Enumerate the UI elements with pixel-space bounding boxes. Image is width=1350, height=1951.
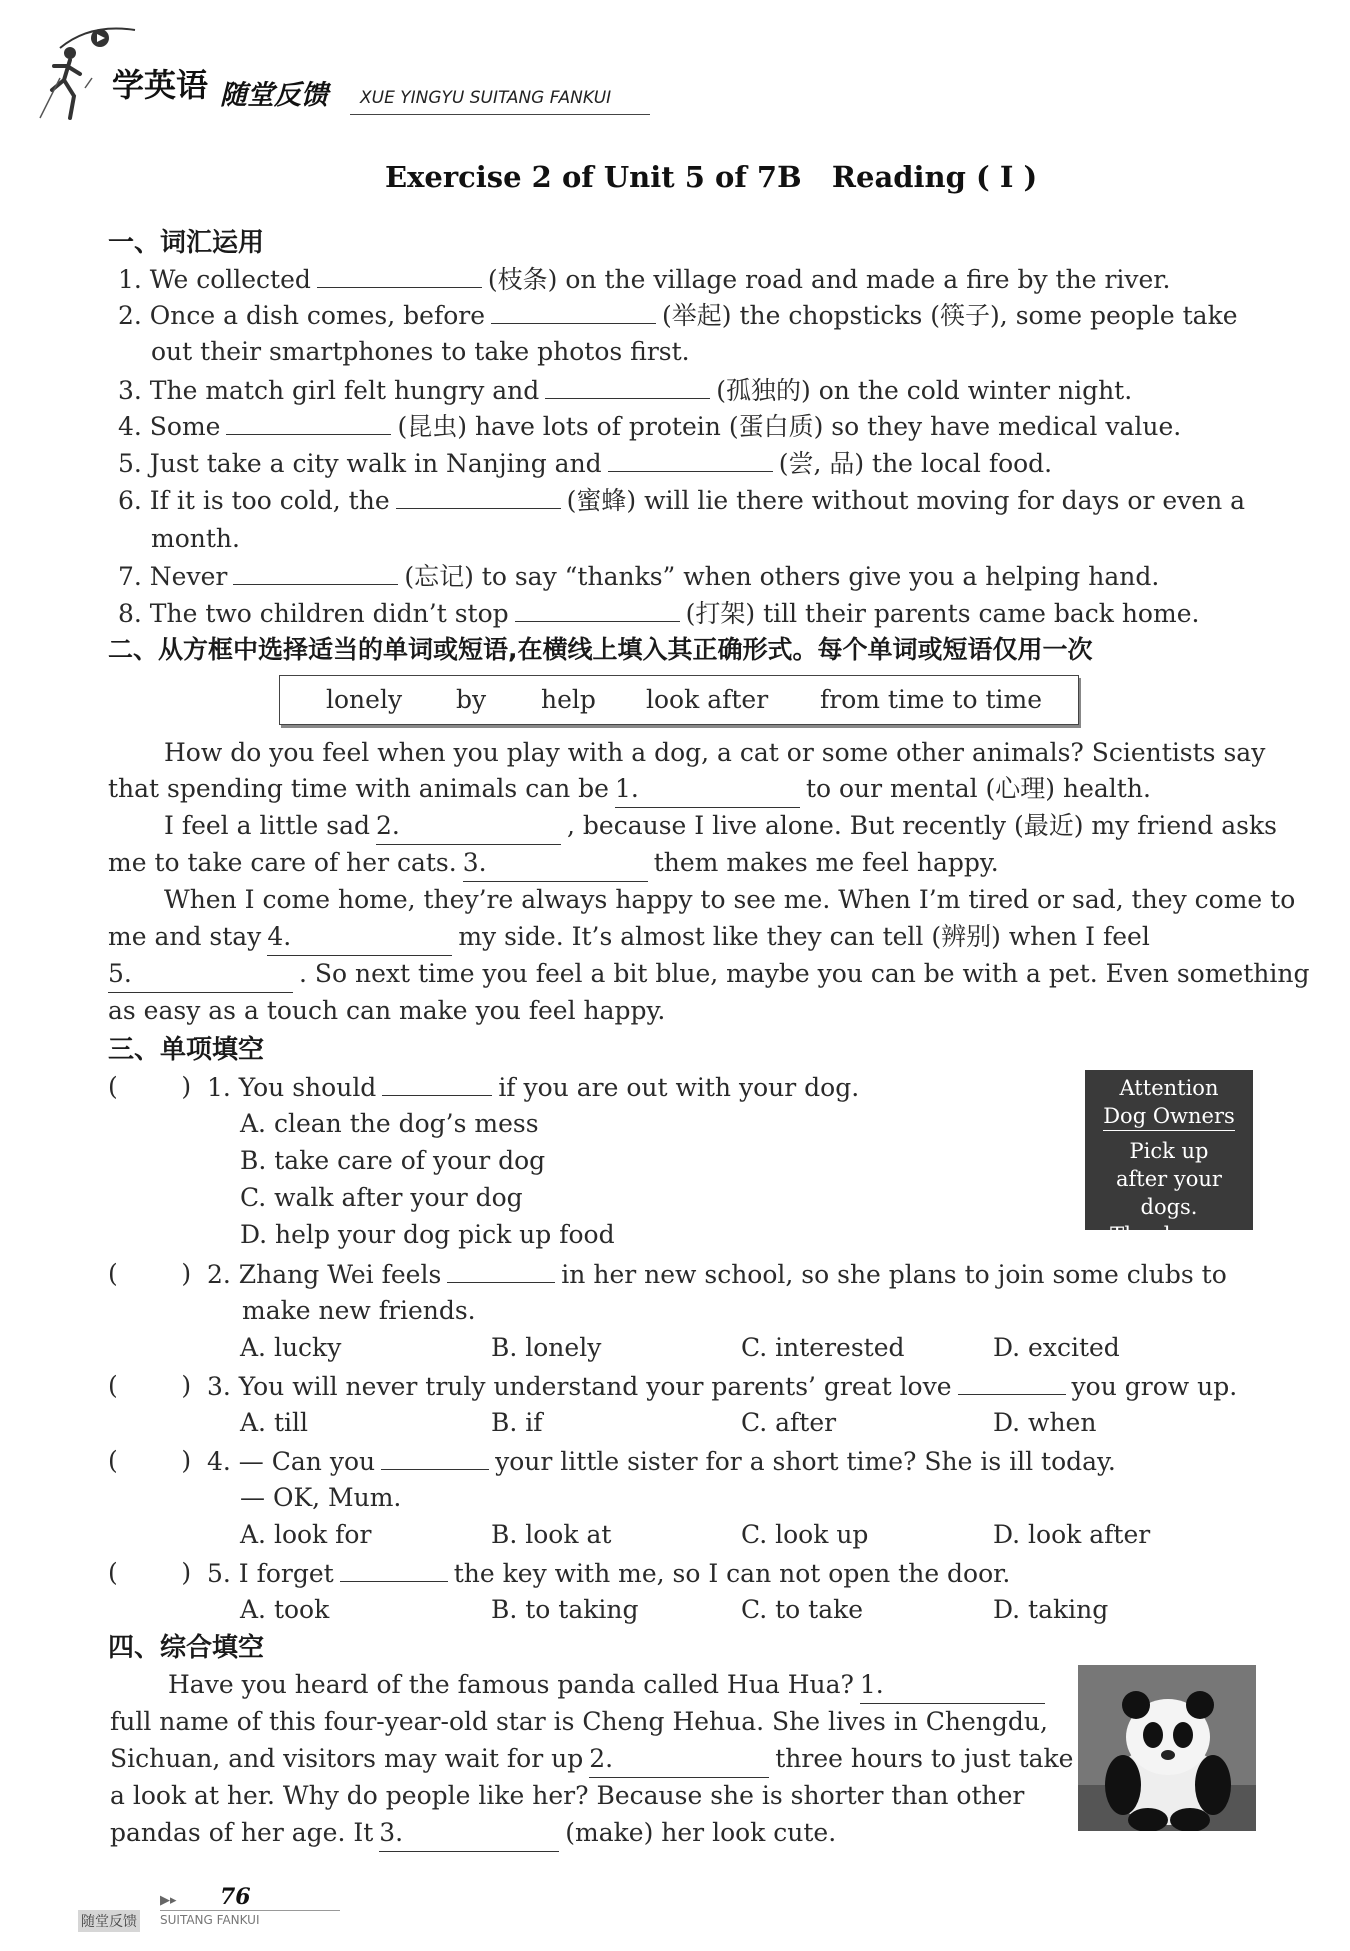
answer-blank[interactable] xyxy=(396,482,561,509)
answer-paren[interactable]: ( ) xyxy=(108,1259,192,1288)
s4-line-1: Have you heard of the famous panda called Hua Hua? 1. xyxy=(168,1667,1051,1704)
q4-stem-cont: — OK, Mum. xyxy=(240,1483,402,1512)
s2-p2-line2: me to take care of her cats. 3. them makes me feel happy. xyxy=(108,845,999,882)
answer-blank[interactable] xyxy=(382,1069,492,1096)
page-number: 76 xyxy=(220,1884,251,1910)
numbered-blank[interactable]: 3. xyxy=(463,845,648,882)
q3-stem: 3. You will never truly understand your parents’ great love you grow up. xyxy=(207,1368,1237,1405)
q5-stem: 5. I forget the key with me, so I can not open the door. xyxy=(207,1555,1010,1592)
panda-icon xyxy=(1078,1665,1256,1831)
answer-blank[interactable] xyxy=(958,1368,1066,1395)
dog-owners-sign xyxy=(1085,1070,1253,1247)
q3-option-c[interactable]: C. after xyxy=(741,1408,837,1437)
s1-line-1: 1. We collected (枝条) on the village road and made a fire by the river. xyxy=(118,261,1170,298)
s1-line-5: 5. Just take a city walk in Nanjing and (尝, 品) the local food. xyxy=(118,445,1052,482)
q2-option-b[interactable]: B. lonely xyxy=(491,1333,602,1362)
q2-stem-cont: make new friends. xyxy=(242,1296,476,1325)
numbered-blank[interactable]: 1. xyxy=(615,771,800,808)
s1-line-2-cont: out their smartphones to take photos first. xyxy=(151,337,690,366)
word-box-item: lonely xyxy=(326,685,403,714)
sign-line: after your dogs. xyxy=(1116,1167,1222,1219)
q2-option-d[interactable]: D. excited xyxy=(993,1333,1120,1362)
q1-option-a[interactable]: A. clean the dog’s mess xyxy=(240,1109,539,1138)
q2-stem: 2. Zhang Wei feels in her new school, so she plans to join some clubs to xyxy=(207,1256,1227,1293)
numbered-blank[interactable]: 4. xyxy=(267,919,452,956)
s2-p1-line2: that spending time with animals can be 1. to our mental (心理) health. xyxy=(108,771,1151,808)
answer-blank[interactable] xyxy=(233,558,398,585)
header-pinyin: XUE YINGYU SUITANG FANKUI xyxy=(360,88,612,108)
q3-option-d[interactable]: D. when xyxy=(993,1408,1097,1437)
s1-line-2: 2. Once a dish comes, before (举起) the chopsticks (筷子), some people take xyxy=(118,297,1238,334)
numbered-blank[interactable]: 2. xyxy=(589,1741,769,1778)
sign-line: Thank you. xyxy=(1110,1223,1228,1247)
answer-blank[interactable] xyxy=(340,1555,448,1582)
q1-option-c[interactable]: C. walk after your dog xyxy=(240,1183,523,1212)
header-rule xyxy=(350,114,650,115)
sign-line: Dog Owners xyxy=(1103,1102,1235,1131)
s2-p1-line1: How do you feel when you play with a dog, a cat or some other animals? Scientists say xyxy=(164,738,1266,767)
s1-line-4: 4. Some (昆虫) have lots of protein (蛋白质) so they have medical value. xyxy=(118,408,1181,445)
answer-paren[interactable]: ( ) xyxy=(108,1371,192,1400)
s1-line-7: 7. Never (忘记) to say “thanks” when others give you a helping hand. xyxy=(118,558,1159,595)
q5-option-b[interactable]: B. to taking xyxy=(491,1595,639,1624)
s1-line-8: 8. The two children didn’t stop (打架) till their parents came back home. xyxy=(118,595,1199,632)
s4-line-3: Sichuan, and visitors may wait for up 2. three hours to just take xyxy=(110,1741,1073,1778)
section3-heading: 三、单项填空 xyxy=(108,1035,265,1065)
q1-option-b[interactable]: B. take care of your dog xyxy=(240,1146,546,1175)
page-title: Exercise 2 of Unit 5 of 7B Reading ( Ⅰ ) xyxy=(385,160,1038,194)
word-box-item: by xyxy=(456,685,487,714)
q4-option-d[interactable]: D. look after xyxy=(993,1520,1151,1549)
s2-p3-line1: When I come home, they’re always happy to see me. When I’m tired or sad, they come to xyxy=(164,885,1296,914)
s4-line-4: a look at her. Why do people like her? Because she is shorter than other xyxy=(110,1781,1025,1810)
q1-stem: 1. You should if you are out with your dog. xyxy=(207,1069,859,1106)
numbered-blank[interactable]: 5. xyxy=(108,956,293,993)
q3-option-a[interactable]: A. till xyxy=(240,1408,308,1437)
s2-p3-line2: me and stay 4. my side. It’s almost like they can tell (辨别) when I feel xyxy=(108,919,1150,956)
q4-option-a[interactable]: A. look for xyxy=(240,1520,372,1549)
q4-option-b[interactable]: B. look at xyxy=(491,1520,612,1549)
sign-line: Pick up xyxy=(1129,1139,1209,1163)
q2-option-a[interactable]: A. lucky xyxy=(240,1333,342,1362)
word-box-item: from time to time xyxy=(820,685,1042,714)
s1-line-3: 3. The match girl felt hungry and (孤独的) on the cold winter night. xyxy=(118,372,1132,409)
q4-option-c[interactable]: C. look up xyxy=(741,1520,869,1549)
footer-label-en: SUITANG FANKUI xyxy=(160,1913,260,1927)
footer-rule xyxy=(160,1910,340,1911)
answer-paren[interactable]: ( ) xyxy=(108,1072,192,1101)
header-cn-title: 学英语 xyxy=(112,66,209,104)
section1-heading: 一、词汇运用 xyxy=(108,228,265,258)
word-box-item: look after xyxy=(646,685,769,714)
answer-blank[interactable] xyxy=(608,445,773,472)
q4-stem: 4. — Can you your little sister for a short time? She is ill today. xyxy=(207,1443,1116,1480)
q5-option-d[interactable]: D. taking xyxy=(993,1595,1109,1624)
answer-blank[interactable] xyxy=(545,372,710,399)
numbered-blank[interactable]: 3. xyxy=(379,1815,559,1852)
answer-blank[interactable] xyxy=(447,1256,555,1283)
word-box xyxy=(279,675,1079,725)
q1-option-d[interactable]: D. help your dog pick up food xyxy=(240,1220,615,1249)
sign-line: Attention xyxy=(1119,1076,1219,1100)
s4-line-5: pandas of her age. It 3. (make) her look cute. xyxy=(110,1815,836,1852)
s2-p2-line1: I feel a little sad 2. , because I live alone. But recently (最近) my friend asks xyxy=(164,808,1277,845)
s2-p3-line3: 5. . So next time you feel a bit blue, maybe you can be with a pet. Even something xyxy=(108,956,1309,993)
q5-option-c[interactable]: C. to take xyxy=(741,1595,864,1624)
s4-line-2: full name of this four-year-old star is Cheng Hehua. She lives in Chengdu, xyxy=(110,1707,1048,1736)
answer-blank[interactable] xyxy=(317,261,482,288)
q5-option-a[interactable]: A. took xyxy=(240,1595,330,1624)
q2-option-c[interactable]: C. interested xyxy=(741,1333,905,1362)
answer-paren[interactable]: ( ) xyxy=(108,1446,192,1475)
s1-line-6-cont: month. xyxy=(151,524,240,553)
header-banner xyxy=(30,18,670,128)
footer-label-cn: 随堂反馈 xyxy=(78,1910,140,1932)
q3-option-b[interactable]: B. if xyxy=(491,1408,543,1437)
section2-heading: 二、从方框中选择适当的单词或短语,在横线上填入其正确形式。每个单词或短语仅用一次 xyxy=(108,635,1093,664)
answer-blank[interactable] xyxy=(226,408,391,435)
word-box-item: help xyxy=(541,685,596,714)
s2-p3-line4: as easy as a touch can make you feel happy. xyxy=(108,996,666,1025)
answer-blank[interactable] xyxy=(381,1443,489,1470)
footer-arrow-icon: ▶▸ xyxy=(160,1893,177,1908)
panda-photo xyxy=(1078,1665,1256,1831)
numbered-blank[interactable]: 1. xyxy=(860,1667,1045,1704)
header-cn-subtitle: 随堂反馈 xyxy=(220,80,328,111)
answer-blank[interactable] xyxy=(515,595,680,622)
numbered-blank[interactable]: 2. xyxy=(376,808,561,845)
section4-heading: 四、综合填空 xyxy=(108,1633,265,1663)
s1-line-6: 6. If it is too cold, the (蜜蜂) will lie there without moving for days or even a xyxy=(118,482,1245,519)
answer-blank[interactable] xyxy=(491,297,656,324)
answer-paren[interactable]: ( ) xyxy=(108,1558,192,1587)
